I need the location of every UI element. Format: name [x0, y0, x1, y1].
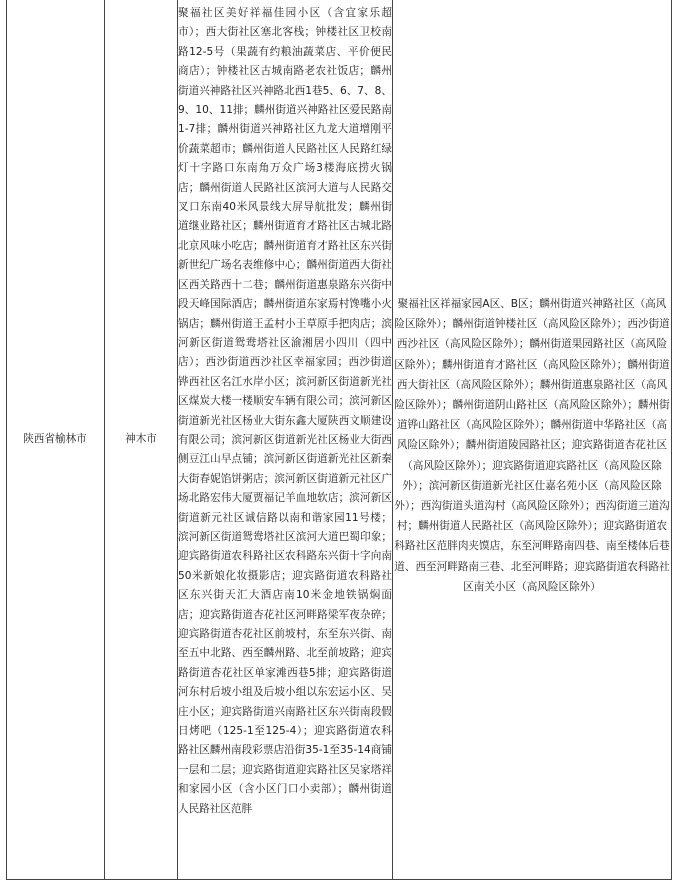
county-cell: 神木市	[125, 433, 157, 445]
table	[6, 0, 672, 880]
table-border-bottom	[6, 879, 672, 880]
province-city-cell: 陕西省榆林市	[23, 433, 87, 445]
table-border-right	[671, 0, 672, 880]
middle-risk-areas-cell: 聚福社区美好祥福佳园小区（含宜家乐超市）；西大街社区塞北客栈；钟楼社区卫校南路12-5号（果蔬有约粮油蔬菜店、平价便民商店）；钟楼社区古城南路老农社饭店；麟州街道兴神路社区兴神路北西1巷5、6、7、8、9、10、11排；麟州街道兴神路社区爱民路南1-7排；麟州街道兴神路社区九龙大道增刚平价蔬菜超市；麟州街道人民路社区人民路红绿灯十字路口东南角万众广场3楼海底捞火锅店；麟州街道人民路社区滨河大道与人民路交叉口东南40米风景线大屏导航批发；麟州街道继业路社区；麟州街道育才路社区古城北路北京风味小吃店；麟州街道育才路社区东兴街新世纪广场名表维修中心；麟州街道西大街社区西关路西十二巷；麟州街道惠泉路东兴街中段天峰国际酒店；麟州街道东家焉村馋嘴小火锅店；麟州街道王孟村小王草原手把肉店；滨河新区街道鸳鸯塔社区渝湘居小四川（四中店）；西沙街道西沙社区幸福家园；西沙街道铧西社区名江水岸小区；滨河新区街道新光社区煤炭大楼一楼顺安车辆有限公司；滨河新区街道新光社区杨业大街东鑫大厦陕西文顺建设有限公司；滨河新区街道新光社区杨业大街西侧豆江山早点铺；滨河新区街道新光社区新秦大街春妮馅饼粥店；滨河新区街道新元社区广场北路宏伟大厦贾福记羊血地软店；滨河新区街道新元社区诚信路以南和谐家园11号楼；滨河新区街道鸳鸯塔社区滨河大道巴蜀印象；迎宾路街道农科路社区农科路东兴街十字向南50米新娘化妆摄影店；迎宾路街道农科路社区东兴街天汇大酒店南10米金地铁锅焖面店；迎宾路街道杏花社区河畔路梁军夜杂碎；迎宾路街道杏花社区前坡村，东至东兴街、南至五中北路、西至麟州路、北至前坡路；迎宾路街道杏花社区单家滩西巷5排；迎宾路街道河东村后坡小组及后坡小组以东宏运小区、吴庄小区；迎宾路街道兴南路社区东兴街南段假日烤吧（125-1至125-4）；迎宾路街道农科路社区麟州南段彩票店沿街35-1至35-14商铺一层和二层；迎宾路街道迎宾路社区吴家塔祥和家园小区（含小区门口小卖部）；麟州街道人民路社区范胖	[178, 7, 392, 815]
right-risk-areas-cell: 聚福社区祥福家园A区、B区；麟州街道兴神路社区（高风险区除外）；麟州街道钟楼社区（高风险区除外）；西沙街道西沙社区（高风险区除外）；麟州街道果园路社区（高风险区除外）；麟州街道育才路社区（高风险区除外）；麟州街道西大街社区（高风险区除外）；麟州街道惠泉路社区（高风险区除外）；麟州街道阴山路社区（高风险区除外）；麟州街道铧山路社区（高风险区除外）；麟州街道中华路社区（高风险区除外）；麟州街道陵园路社区；迎宾路街道杏花社区（高风险区除外）；迎宾路街道迎宾路社区（高风险区除外）；滨河新区街道新光社区仕嘉名苑小区（高风险区除外）；西沟街道头道沟村（高风险区除外）；西沟街道三道沟村；麟州街道人民路社区（高风险区除外）；迎宾路街道农科路社区范胖肉夹馍店，东至河畔路南四巷、南至楼体后巷道、西至河畔路南三巷、北至河畔路；迎宾路街道农科路社区南关小区（高风险区除外）	[394, 298, 670, 593]
